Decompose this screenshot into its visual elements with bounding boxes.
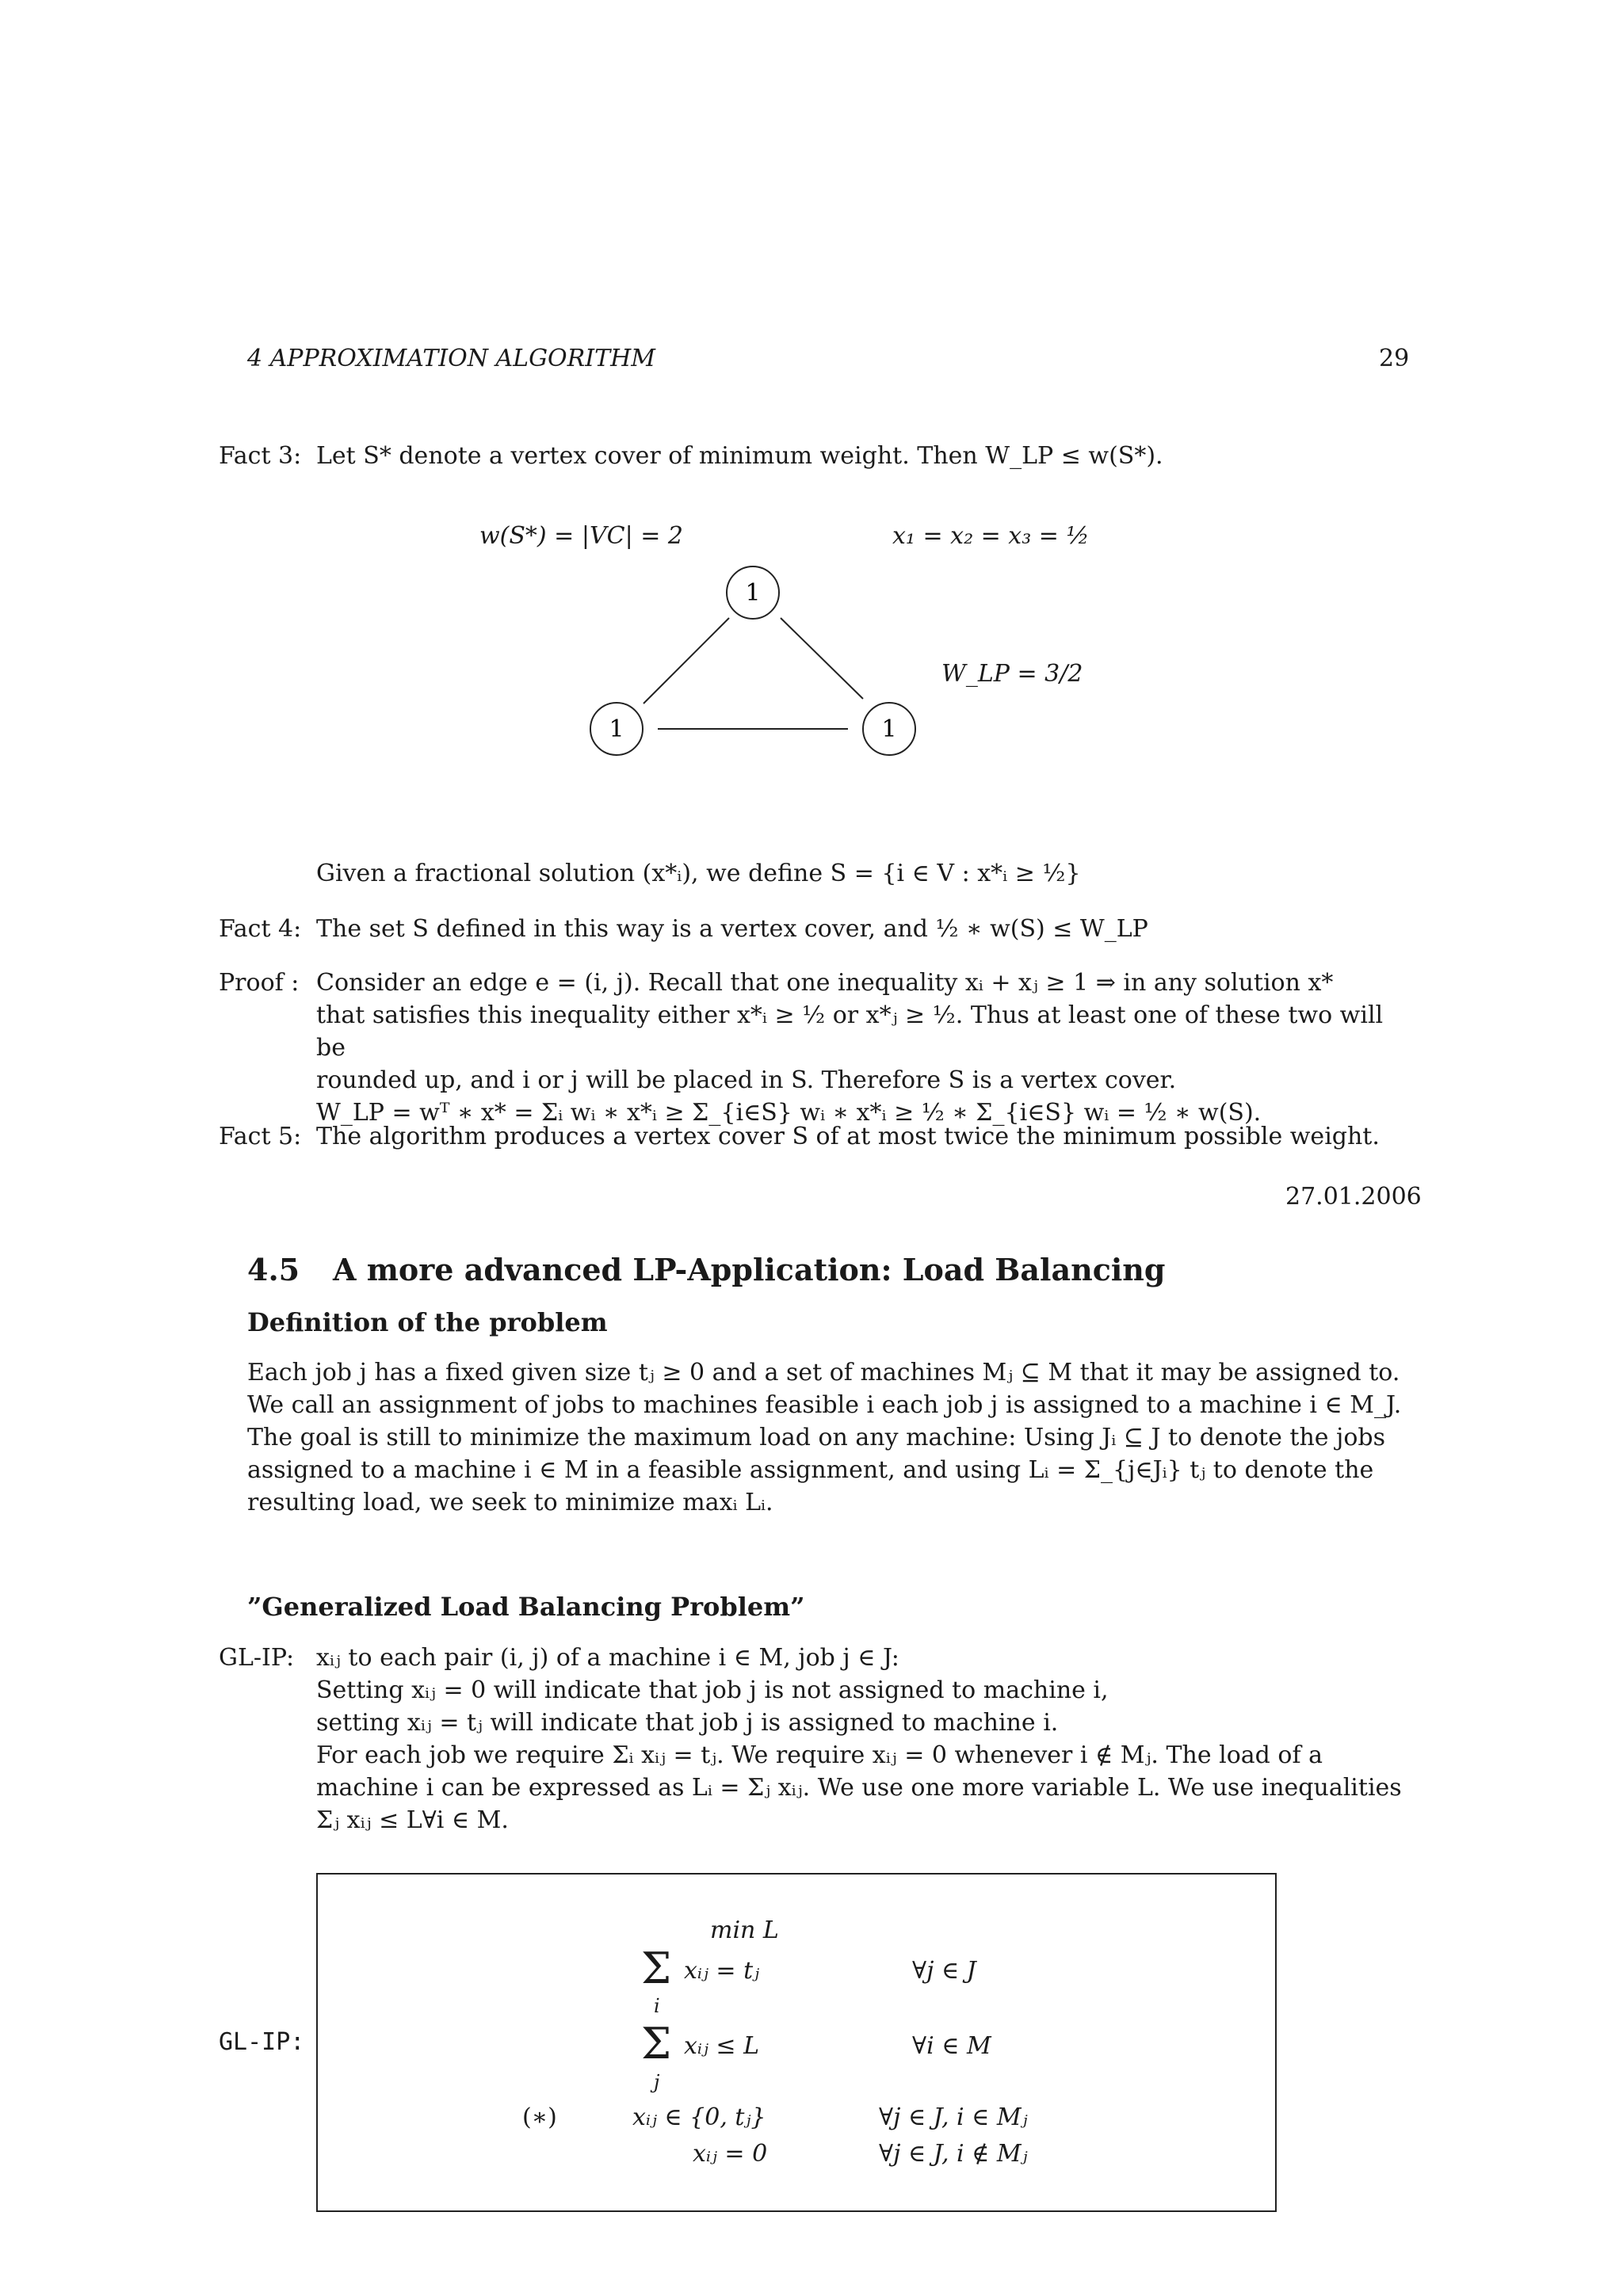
definition-line: We call an assignment of jobs to machines feasible i each job j is assigned to a machine i ∈ M_J. — [247, 1391, 1402, 1419]
definition-line: The goal is still to minimize the maximum load on any machine: Using Jᵢ ⊆ J to denote the jobs — [247, 1424, 1386, 1451]
lp-row2-index: j — [654, 2071, 660, 2093]
fact4-label: Fact 4: — [219, 915, 302, 943]
lp-row1-sigma: Σ — [641, 1943, 672, 1993]
glip-body — [316, 1642, 1414, 1836]
glip-line: For each job we require Σᵢ xᵢⱼ = tⱼ. We require xᵢⱼ = 0 whenever i ∉ Mⱼ. The load of a — [316, 1741, 1323, 1769]
lp-row4-expression: xᵢⱼ = 0 — [693, 2140, 768, 2168]
glip-label: GL-IP: — [219, 1644, 295, 1672]
graph-node-right-label: 1 — [881, 715, 897, 743]
definition-heading: Definition of the problem — [247, 1307, 608, 1337]
glip-line: xᵢⱼ to each pair (i, j) of a machine i ∈ M, job j ∈ J: — [316, 1644, 899, 1672]
proof-line: that satisfies this inequality either x*ᵢ ≥ ½ or x*ⱼ ≥ ½. Thus at least one of these two will be — [316, 1001, 1384, 1062]
lp-row3-expression: xᵢⱼ ∈ {0, tⱼ} — [632, 2103, 766, 2131]
proof-label: Proof : — [219, 969, 300, 997]
lp-row2-expression: xᵢⱼ ≤ L — [684, 2032, 760, 2060]
graph-node-top-label: 1 — [745, 579, 761, 607]
proof-line: rounded up, and i or j will be placed in S. Therefore S is a vertex cover. — [316, 1066, 1177, 1094]
definition-line: assigned to a machine i ∈ M in a feasible assignment, and using Lᵢ = Σ_{j∈Jᵢ} tⱼ to denote the — [247, 1456, 1374, 1484]
fact3-text: Let S* denote a vertex cover of minimum weight. Then W_LP ≤ w(S*). — [316, 442, 1163, 470]
running-header: 4 APPROXIMATION ALGORITHM — [247, 345, 655, 372]
figure-wlp-equation: W_LP = 3/2 — [941, 660, 1083, 688]
proof-line: Consider an edge e = (i, j). Recall that one inequality xᵢ + xⱼ ≥ 1 ⇒ in any solution x* — [316, 969, 1334, 997]
lp-box-label: GL-IP: — [219, 2028, 305, 2056]
lp-row2-condition: ∀i ∈ M — [912, 2032, 991, 2060]
glip-line: Σⱼ xᵢⱼ ≤ L∀i ∈ M. — [316, 1806, 509, 1834]
fact4-text: The set S defined in this way is a vertex cover, and ½ ∗ w(S) ≤ W_LP — [316, 915, 1148, 943]
definition-line: Each job j has a fixed given size tⱼ ≥ 0 and a set of machines Mⱼ ⊆ M that it may be assigned to. — [247, 1359, 1400, 1386]
definition-line: resulting load, we seek to minimize maxᵢ Lᵢ. — [247, 1489, 773, 1516]
proof-body — [316, 967, 1414, 1129]
glip-line: machine i can be expressed as Lᵢ = Σⱼ xᵢⱼ. We use one more variable L. We use inequalities — [316, 1774, 1402, 1802]
graph-edge-top-right — [781, 618, 863, 699]
figure-right-equation: x₁ = x₂ = x₃ = ½ — [892, 522, 1090, 550]
lp-row4-condition: ∀j ∈ J, i ∉ Mⱼ — [879, 2140, 1028, 2168]
fact5-label: Fact 5: — [219, 1123, 302, 1150]
lp-row1-index: i — [654, 1995, 660, 2017]
graph-edge-top-left — [643, 618, 729, 704]
lp-star-marker: (∗) — [522, 2103, 557, 2131]
glip-line: Setting xᵢⱼ = 0 will indicate that job j is not assigned to machine i, — [316, 1676, 1109, 1704]
fact5-text: The algorithm produces a vertex cover S of at most twice the minimum possible weight. — [316, 1123, 1380, 1150]
lp-row1-expression: xᵢⱼ = tⱼ — [684, 1957, 760, 1985]
lp-formulation-box — [316, 1873, 1277, 2212]
graph-node-left-label: 1 — [609, 715, 624, 743]
lp-row2-sigma: Σ — [641, 2019, 672, 2069]
lp-objective: min L — [710, 1917, 779, 1944]
page-number: 29 — [1379, 345, 1410, 372]
given-statement: Given a fractional solution (x*ᵢ), we define S = {i ∈ V : x*ᵢ ≥ ½} — [316, 860, 1081, 887]
lp-row3-condition: ∀j ∈ J, i ∈ Mⱼ — [879, 2103, 1028, 2131]
lp-row1-condition: ∀j ∈ J — [912, 1957, 976, 1985]
glip-line: setting xᵢⱼ = tⱼ will indicate that job j is assigned to machine i. — [316, 1709, 1059, 1737]
section-number: 4.5 — [247, 1252, 300, 1287]
section-title: A more advanced LP-Application: Load Balancing — [333, 1252, 1166, 1287]
definition-paragraph — [247, 1356, 1414, 1519]
triangle-graph-figure — [571, 555, 935, 769]
figure-left-equation: w(S*) = |VC| = 2 — [479, 522, 683, 550]
fact3-label: Fact 3: — [219, 442, 302, 470]
proof-line: W_LP = wᵀ ∗ x* = Σᵢ wᵢ ∗ x*ᵢ ≥ Σ_{i∈S} wᵢ ∗ x*ᵢ ≥ ½ ∗ Σ_{i∈S} wᵢ = ½ ∗ w(S). — [316, 1099, 1262, 1127]
glb-heading: ”Generalized Load Balancing Problem” — [247, 1592, 805, 1622]
lecture-date: 27.01.2006 — [1285, 1183, 1422, 1211]
